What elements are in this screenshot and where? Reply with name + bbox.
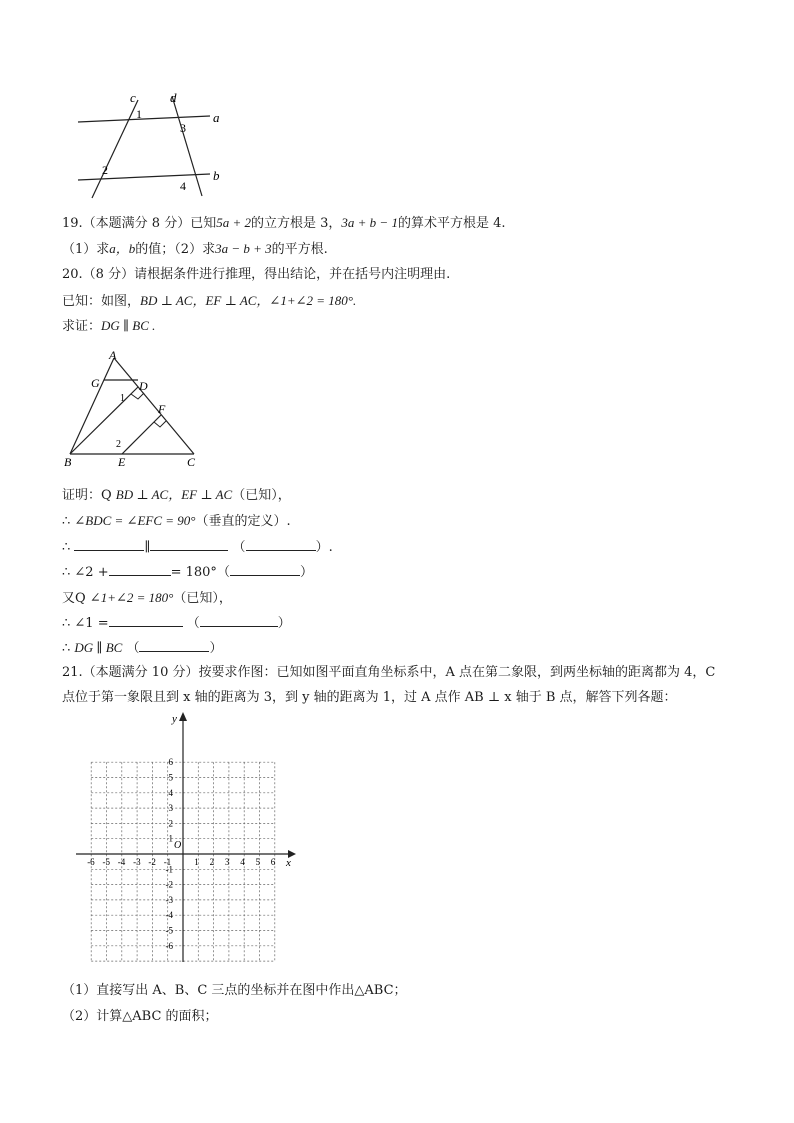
q19-sub1: （1）求	[62, 242, 110, 257]
blank-reason-4[interactable]	[139, 639, 209, 652]
y-tick-label: 1	[168, 833, 173, 844]
q19-head: 19.（本题满分 8 分）已知	[62, 216, 217, 231]
q20-given	[62, 292, 356, 311]
pt-E: E	[118, 455, 126, 469]
y-tick-label: -2	[165, 879, 173, 890]
y-tick-label: -5	[165, 925, 173, 936]
q20-prove	[62, 317, 155, 336]
triangle-figure	[60, 346, 210, 470]
proof-line-7: ∴ DG ∥ BC （ ）	[62, 640, 223, 656]
q20-given-label: 已知：如图，	[62, 294, 141, 309]
q21-line2: 点位于第一象限且到 x 轴的距离为 3，到 y 轴的距离为 1，过 A 点作 AB ⊥ x 轴于 B 点，解答下列各题：	[62, 690, 677, 705]
x-tick-label: 5	[255, 857, 260, 867]
q19-mid1: 的立方根是 3，	[251, 216, 342, 231]
coordinate-grid[interactable]	[70, 708, 302, 970]
q19-line1	[62, 214, 506, 233]
angle-3-label: 3	[180, 121, 186, 135]
y-tick-label: -4	[165, 910, 173, 921]
y-tick-label: -3	[165, 894, 173, 905]
proof-line-1: 证明：Q BD ⊥ AC，EF ⊥ AC（已知），	[62, 487, 291, 503]
label-b: b	[213, 168, 220, 183]
q20-given-expr: BD ⊥ AC，EF ⊥ AC，∠1+∠2 = 180°.	[140, 293, 357, 308]
x-tick-label: 4	[240, 857, 245, 867]
x-tick-label: -2	[148, 857, 156, 867]
y-tick-label: 4	[168, 787, 173, 798]
x-tick-label: 1	[194, 857, 199, 867]
y-tick-label: -6	[165, 940, 173, 951]
x-tick-label: 6	[270, 857, 276, 867]
y-tick-label: 6	[168, 757, 173, 768]
parallel-lines-figure	[70, 88, 230, 200]
x-tick-label: -1	[163, 857, 172, 867]
q20-prove-label: 求证：	[62, 319, 102, 334]
q20-head: 20.（8 分）请根据条件进行推理，得出结论，并在括号内注明理由.	[62, 267, 451, 282]
angle-2-label: 2	[102, 163, 108, 177]
y-tick-label: 3	[168, 803, 173, 814]
pt-A: A	[109, 348, 117, 362]
angle1-label: 1	[120, 393, 125, 404]
x-tick-label: 2	[209, 857, 215, 867]
y-axis-label: y	[172, 713, 177, 725]
q19-expr2: 3a + b − 1	[341, 215, 398, 230]
pt-C: C	[187, 455, 196, 469]
q19-line2	[62, 240, 328, 259]
label-a: a	[213, 110, 220, 125]
proof-line-2: ∴ ∠BDC = ∠EFC = 90°（垂直的定义）.	[62, 513, 291, 529]
y-tick-label: -1	[165, 864, 173, 875]
blank-1[interactable]	[74, 538, 144, 551]
blank-reason-2[interactable]	[230, 563, 300, 576]
proof-line-6: ∴ ∠1 = （ ）	[62, 616, 291, 631]
q19-sub1-vars: a，b	[109, 241, 136, 256]
x-tick-label: -6	[87, 857, 95, 867]
x-axis-label: x	[286, 857, 291, 869]
y-tick-label: 5	[168, 772, 173, 783]
q21-line1: 21.（本题满分 10 分）按要求作图：已知如图平面直角坐标系中，A 点在第二象限，到两坐标轴的距离都为 4，C	[62, 665, 716, 680]
origin-label: O	[174, 840, 182, 851]
x-tick-label: -5	[102, 857, 110, 867]
blank-4[interactable]	[109, 614, 183, 627]
pt-B: B	[64, 455, 72, 469]
pt-G: G	[91, 376, 100, 390]
y-tick-label: 2	[168, 818, 173, 829]
angle-4-label: 4	[180, 179, 186, 193]
q19-expr3: 3a − b + 3	[215, 241, 272, 256]
label-d: d	[170, 90, 177, 105]
q21-sub2: （2）计算△ABC 的面积；	[62, 1009, 218, 1024]
angle2-label: 2	[116, 439, 121, 450]
blank-2[interactable]	[150, 538, 228, 551]
angle-1-label: 1	[136, 107, 142, 121]
q20-prove-expr: DG ∥ BC .	[101, 318, 156, 333]
blank-3[interactable]	[109, 563, 171, 576]
blank-reason-1[interactable]	[246, 538, 316, 551]
x-tick-label: -3	[133, 857, 141, 867]
pt-D: D	[139, 379, 148, 393]
x-tick-label: -4	[117, 857, 126, 867]
proof-line-5: 又Q ∠1+∠2 = 180°（已知），	[62, 590, 232, 606]
proof-line-3: ∴ ∥ （ ）.	[62, 540, 333, 555]
label-c: c	[130, 90, 136, 105]
q19-mid2: 的算术平方根是 4.	[397, 216, 506, 231]
q19-sub1-tail: 的值；（2）求	[135, 242, 216, 257]
q19-expr1: 5a + 2	[216, 215, 251, 230]
q19-sub2-tail: 的平方根.	[271, 242, 328, 257]
proof-line-4: ∴ ∠2 + = 180°（ ）	[62, 565, 313, 580]
q21-sub1: （1）直接写出 A、B、C 三点的坐标并在图中作出△ABC；	[62, 983, 407, 998]
pt-F: F	[158, 402, 166, 416]
y-axis-arrow	[179, 712, 187, 721]
x-tick-label: 3	[224, 857, 230, 867]
blank-reason-3[interactable]	[200, 614, 278, 627]
